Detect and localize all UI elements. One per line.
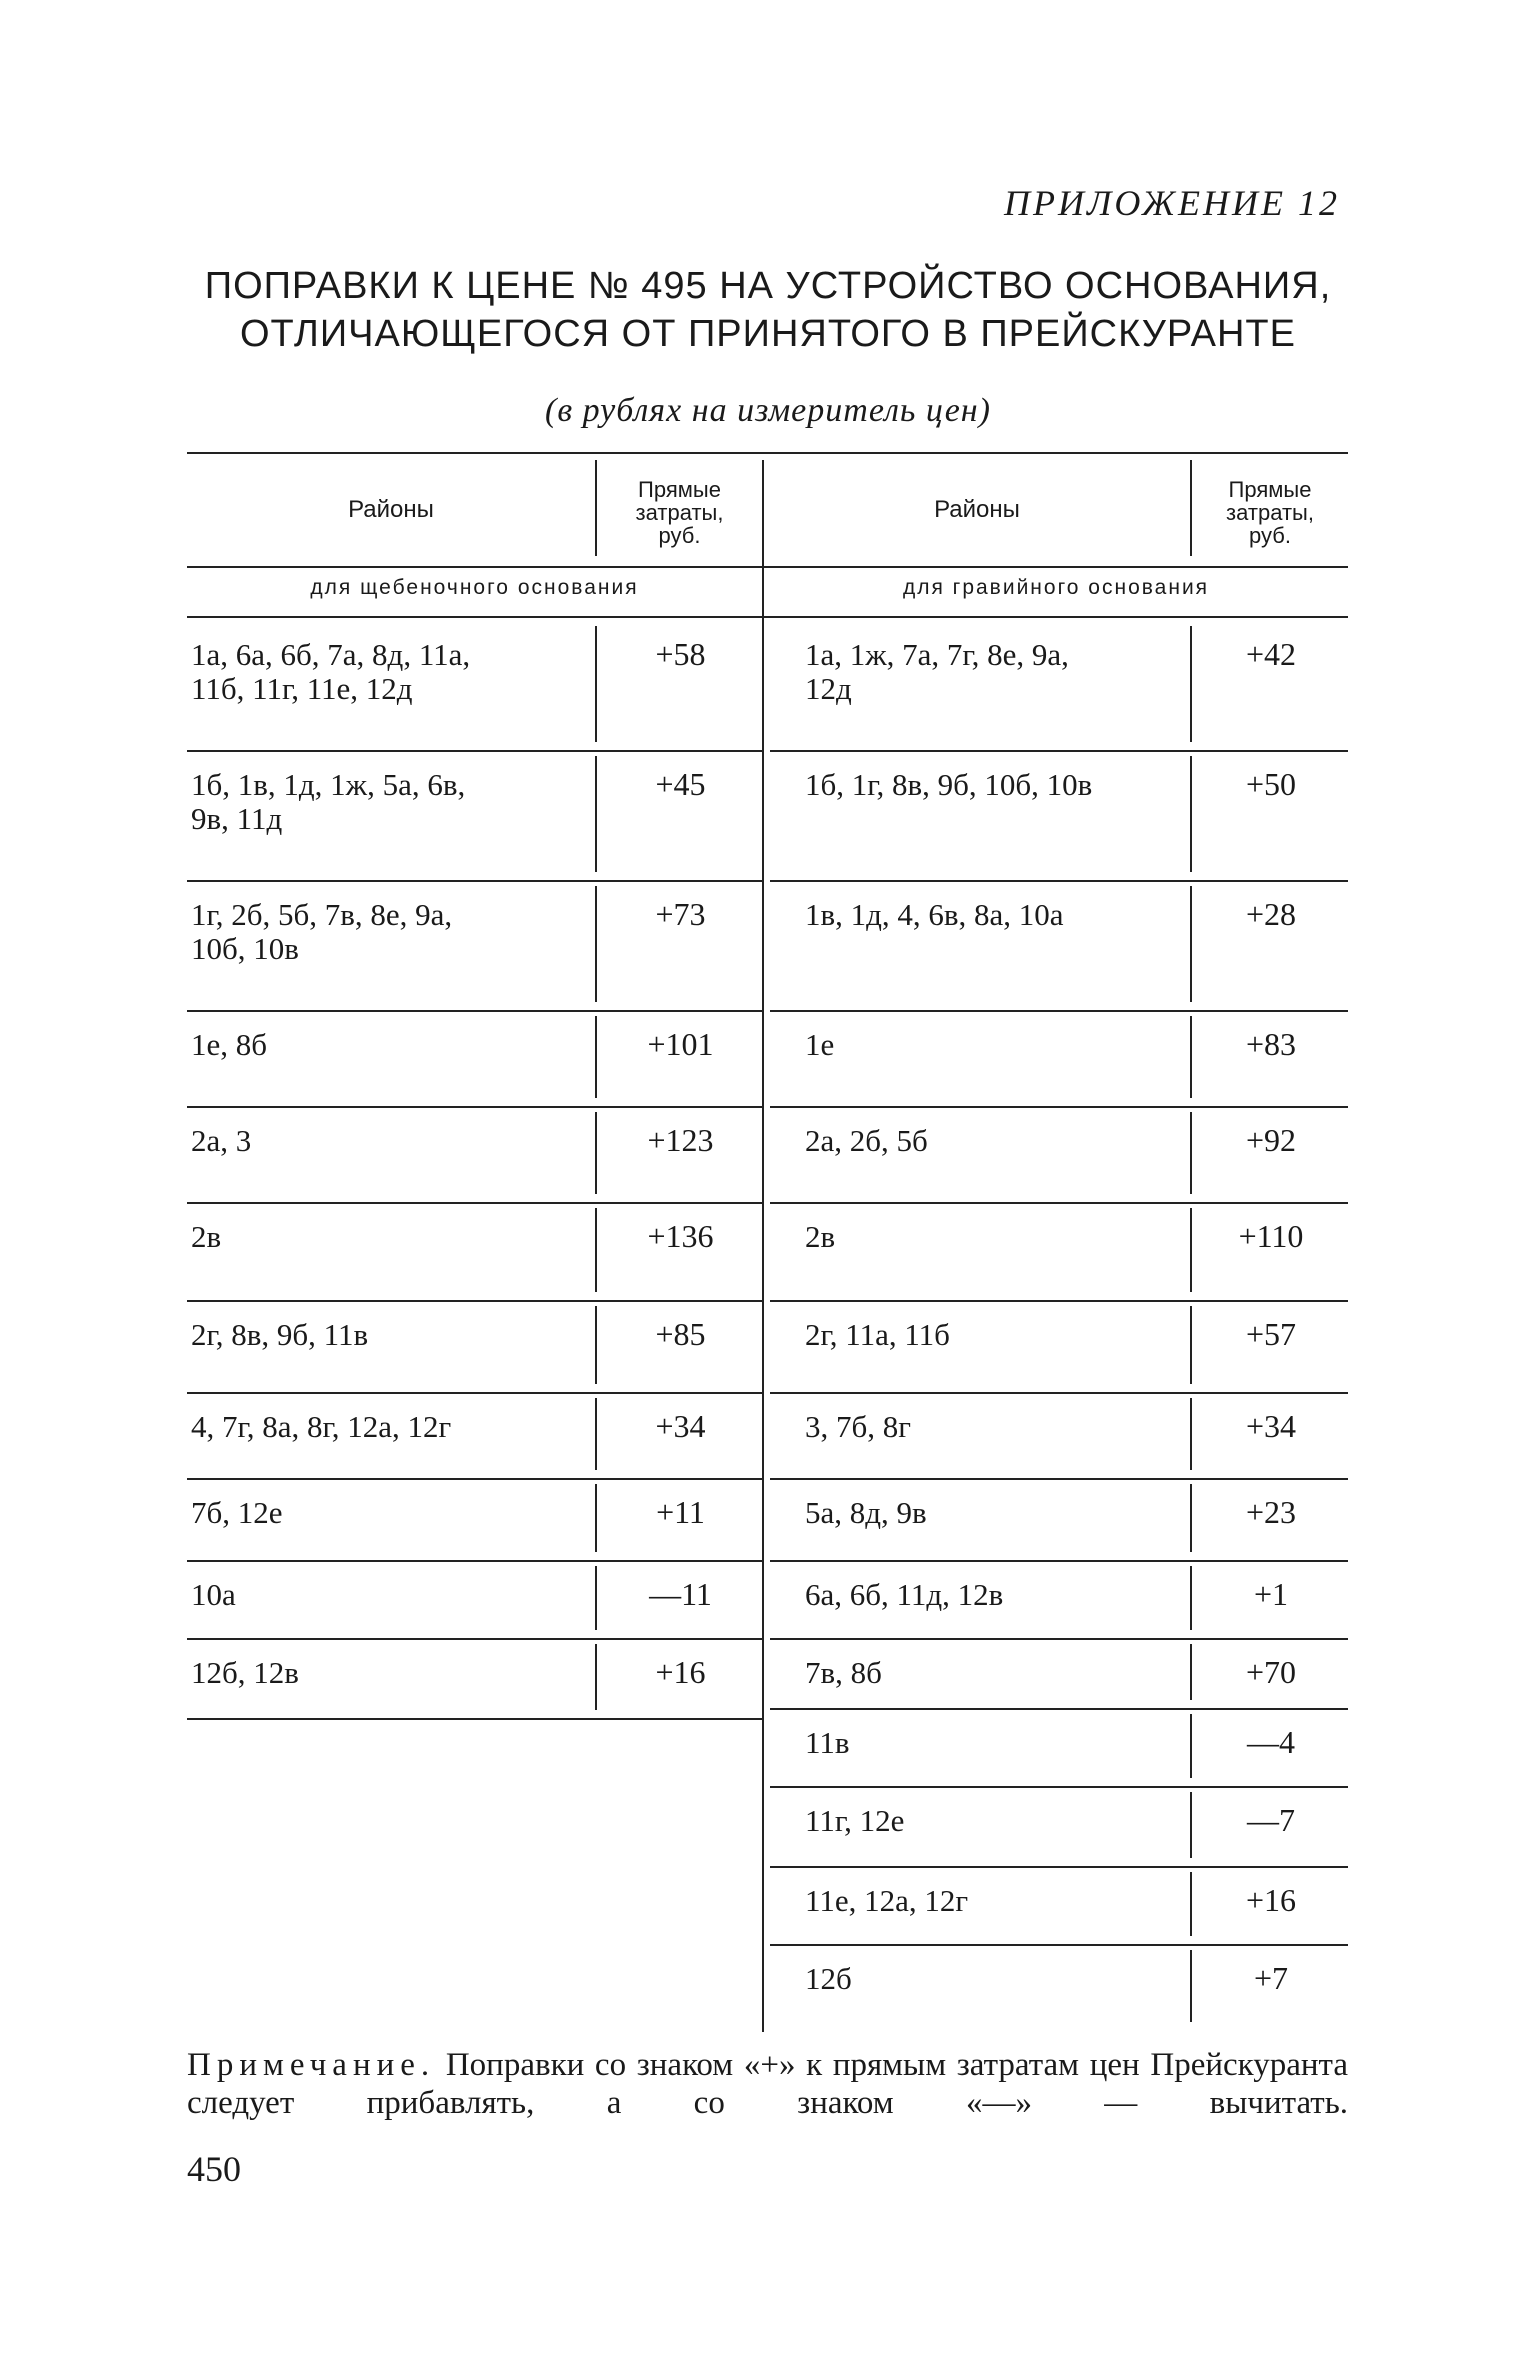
cost-value: —7: [1247, 1802, 1295, 1838]
region-line: 1е: [805, 1027, 835, 1062]
region-line: 2в: [191, 1219, 222, 1254]
cost-value: +83: [1245, 1026, 1297, 1062]
row-divider: [1190, 756, 1192, 872]
row-rule: [770, 1560, 1348, 1562]
region-line: 1г, 2б, 5б, 7в, 8е, 9а,: [191, 897, 453, 932]
region-line: 3, 7б, 8г: [805, 1409, 911, 1444]
row-rule: [770, 1708, 1348, 1710]
right-header-regions: Районы: [934, 496, 1020, 523]
region-cell: [191, 1410, 451, 1444]
row-divider: [595, 1208, 597, 1292]
region-line: 11в: [805, 1725, 850, 1760]
region-cell: [191, 1028, 267, 1062]
row-divider: [1190, 1112, 1192, 1194]
row-rule: [187, 750, 762, 752]
region-line: 11е, 12а, 12г: [805, 1883, 969, 1918]
row-rule: [187, 1106, 762, 1108]
region-line: 1в, 1д, 4, 6в, 8а, 10а: [805, 897, 1064, 932]
row-divider: [595, 886, 597, 1002]
region-line: 12б, 12в: [191, 1655, 299, 1690]
region-line: 4, 7г, 8а, 8г, 12а, 12г: [191, 1409, 452, 1444]
region-line: 7б, 12е: [191, 1495, 283, 1530]
row-rule: [187, 1392, 762, 1394]
left-header-cost: [597, 462, 762, 562]
region-line: 12д: [805, 671, 852, 706]
region-line: 11г, 12е: [805, 1803, 905, 1838]
region-cell: [191, 898, 452, 966]
row-divider: [1190, 626, 1192, 742]
region-cell: [805, 898, 1064, 932]
cost-value: —4: [1247, 1724, 1295, 1760]
row-divider: [595, 1398, 597, 1470]
region-cell: [805, 1804, 904, 1838]
region-cell: [805, 1726, 850, 1760]
row-divider: [1190, 1872, 1192, 1936]
title-line: ПОПРАВКИ К ЦЕНЕ № 495 НА УСТРОЙСТВО ОСНОВАНИЯ,: [204, 265, 1332, 307]
row-divider: [1190, 1792, 1192, 1858]
cost-value: +58: [655, 636, 706, 672]
region-line: 2в: [805, 1219, 836, 1254]
header-rule: [187, 566, 1348, 568]
left-header-regions: Районы: [348, 496, 434, 523]
region-cell: [805, 638, 1069, 706]
row-rule: [770, 1786, 1348, 1788]
row-divider: [595, 626, 597, 742]
region-cell: [191, 1220, 221, 1254]
row-rule: [770, 1944, 1348, 1946]
row-divider: [1190, 1644, 1192, 1700]
cost-value: +11: [656, 1494, 705, 1530]
row-divider: [595, 1484, 597, 1552]
cost-value: +28: [1245, 896, 1297, 932]
row-rule: [187, 1638, 762, 1640]
row-rule: [187, 1560, 762, 1562]
region-cell: [805, 1962, 852, 1996]
cost-value: +110: [1238, 1218, 1304, 1254]
row-rule: [770, 1392, 1348, 1394]
region-line: 1е, 8б: [191, 1027, 268, 1062]
cost-header-line: Прямые: [1228, 476, 1312, 502]
row-divider: [595, 756, 597, 872]
row-rule: [770, 1866, 1348, 1868]
cost-value: +34: [1245, 1408, 1297, 1444]
cost-value: +16: [655, 1654, 706, 1690]
row-rule: [770, 1202, 1348, 1204]
row-divider: [1190, 1484, 1192, 1552]
right-header-cost: [1192, 462, 1348, 562]
region-line: 6а, 6б, 11д, 12в: [805, 1577, 1004, 1612]
cost-value: +57: [1245, 1316, 1297, 1352]
footnote: [187, 2046, 1348, 2122]
cost-value: +50: [1245, 766, 1297, 802]
row-rule: [187, 1202, 762, 1204]
page-title: [150, 262, 1386, 358]
row-divider: [595, 1566, 597, 1630]
row-rule: [187, 1718, 762, 1720]
row-divider: [1190, 1208, 1192, 1292]
row-divider: [1190, 1306, 1192, 1384]
cost-header-line: затраты,: [635, 499, 724, 525]
region-cell: [805, 1656, 882, 1690]
row-divider: [595, 1112, 597, 1194]
region-cell: [805, 1028, 834, 1062]
cost-value: +23: [1245, 1494, 1297, 1530]
region-line: 9в, 11д: [191, 801, 283, 836]
row-divider: [595, 1306, 597, 1384]
cost-value: +85: [655, 1316, 706, 1352]
units-subtitle: (в рублях на измеритель цен): [545, 392, 991, 429]
region-line: 5а, 8д, 9в: [805, 1495, 927, 1530]
region-cell: [805, 1578, 1003, 1612]
row-divider: [1190, 1398, 1192, 1470]
region-cell: [191, 1496, 283, 1530]
row-rule: [770, 1010, 1348, 1012]
region-line: 12б: [805, 1961, 852, 1996]
region-cell: [191, 1656, 299, 1690]
row-rule: [770, 1106, 1348, 1108]
row-rule: [770, 750, 1348, 752]
region-cell: [805, 1410, 911, 1444]
region-line: 10а: [191, 1577, 236, 1612]
region-cell: [805, 1496, 927, 1530]
corrections-table: [187, 452, 1348, 2032]
region-line: 2г, 8в, 9б, 11в: [191, 1317, 369, 1352]
region-line: 10б, 10в: [191, 931, 299, 966]
left-subheader: для щебеночного основания: [310, 576, 639, 599]
note-text: Поправки со знаком «+» к прямым затратам цен Прейскуранта следует прибавлять, а со знаком «—» — вычитать.: [187, 2047, 1348, 2121]
cost-value: +73: [655, 896, 706, 932]
row-divider: [1190, 886, 1192, 1002]
row-rule: [770, 1300, 1348, 1302]
cost-value: +92: [1245, 1122, 1297, 1158]
region-cell: [191, 638, 470, 706]
cost-header-line: руб.: [658, 522, 701, 548]
cost-header-line: руб.: [1249, 522, 1291, 548]
region-line: 1б, 1г, 8в, 9б, 10б, 10в: [805, 767, 1093, 802]
appendix-label: ПРИЛОЖЕНИЕ 12: [1004, 183, 1340, 223]
row-rule: [770, 1478, 1348, 1480]
cost-value: +7: [1253, 1960, 1289, 1996]
region-cell: [191, 1318, 368, 1352]
row-divider: [1190, 1566, 1192, 1630]
row-rule: [187, 1010, 762, 1012]
note-lead: Примечание.: [187, 2047, 436, 2083]
cost-value: +34: [655, 1408, 706, 1444]
cost-value: +70: [1245, 1654, 1297, 1690]
cost-value: +42: [1245, 636, 1297, 672]
cost-header-line: затраты,: [1226, 499, 1314, 525]
cost-value: +123: [647, 1122, 714, 1158]
right-subheader: для гравийного основания: [902, 576, 1210, 599]
row-rule: [187, 880, 762, 882]
subheader-rule: [187, 616, 1348, 618]
title-line: ОТЛИЧАЮЩЕГОСЯ ОТ ПРИНЯТОГО В ПРЕЙСКУРАНТЕ: [240, 313, 1296, 355]
region-line: 2г, 11а, 11б: [805, 1317, 950, 1352]
row-divider: [1190, 1016, 1192, 1098]
region-cell: [191, 768, 465, 836]
cost-value: +45: [655, 766, 706, 802]
cost-value: +101: [647, 1026, 714, 1062]
row-divider: [595, 1644, 597, 1710]
region-line: 1а, 6а, 6б, 7а, 8д, 11а,: [191, 637, 471, 672]
row-rule: [770, 880, 1348, 882]
cost-header-line: Прямые: [638, 476, 721, 502]
region-line: 1б, 1в, 1д, 1ж, 5а, 6в,: [191, 767, 466, 802]
row-divider: [1190, 1950, 1192, 2022]
page-number: 450: [187, 2149, 241, 2189]
row-rule: [770, 1638, 1348, 1640]
region-line: 11б, 11г, 11е, 12д: [191, 671, 413, 706]
region-cell: [805, 1220, 835, 1254]
region-cell: [805, 1884, 968, 1918]
row-rule: [187, 1300, 762, 1302]
region-cell: [191, 1578, 236, 1612]
table-top-rule: [187, 452, 1348, 454]
cost-value: +136: [647, 1218, 714, 1254]
region-line: 2а, 2б, 5б: [805, 1123, 928, 1158]
cost-value: —11: [649, 1576, 712, 1612]
row-rule: [187, 1478, 762, 1480]
region-line: 1а, 1ж, 7а, 7г, 8е, 9а,: [805, 637, 1069, 672]
region-cell: [805, 1318, 950, 1352]
row-divider: [1190, 1714, 1192, 1778]
region-line: 7в, 8б: [805, 1655, 882, 1690]
center-divider: [762, 460, 764, 2032]
region-cell: [805, 768, 1092, 802]
row-divider: [595, 1016, 597, 1098]
region-cell: [191, 1124, 251, 1158]
region-cell: [805, 1124, 928, 1158]
region-line: 2а, 3: [191, 1123, 252, 1158]
cost-value: +1: [1253, 1576, 1289, 1612]
cost-value: +16: [1245, 1882, 1297, 1918]
